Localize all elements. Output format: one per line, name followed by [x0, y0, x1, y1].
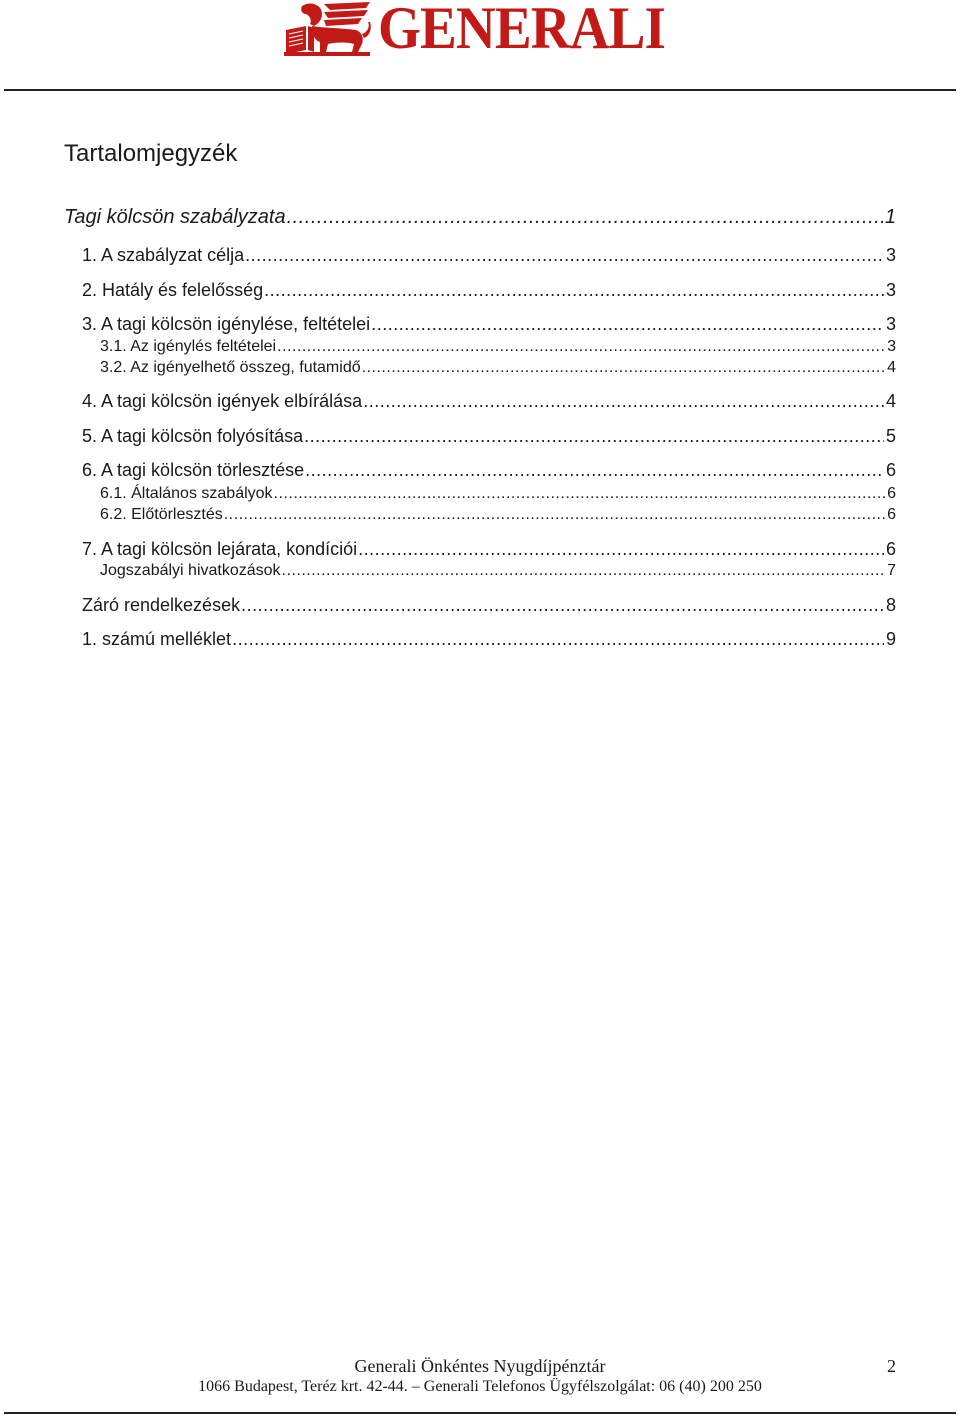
toc-entry-label: Záró rendelkezések — [82, 595, 241, 615]
generali-logo — [284, 0, 690, 61]
toc-entry[interactable] — [82, 280, 896, 301]
toc-leader — [282, 562, 886, 580]
toc-leader — [305, 460, 884, 481]
toc-entry[interactable] — [100, 359, 896, 377]
toc-entry[interactable] — [82, 539, 896, 560]
toc-entry-label: 5. A tagi kölcsön folyósítása — [82, 426, 304, 446]
footer-page-number: 2 — [887, 1356, 896, 1376]
toc-entry-label: 6.2. Előtörlesztés — [100, 506, 223, 523]
toc-leader — [371, 314, 884, 335]
page-header — [0, 0, 960, 92]
toc-entry-label: 7. A tagi kölcsön lejárata, kondíciói — [82, 539, 358, 559]
toc-entry[interactable] — [82, 314, 896, 335]
toc-entry-page: 9 — [885, 629, 896, 649]
toc-entry-page: 6 — [885, 539, 896, 559]
toc-entry-page: 3 — [885, 314, 896, 334]
toc-entry[interactable] — [100, 485, 896, 503]
toc-entry-label: 3. A tagi kölcsön igénylése, feltételei — [82, 314, 371, 334]
toc-entry[interactable] — [64, 206, 896, 229]
toc-entry[interactable] — [100, 506, 896, 524]
toc-leader — [304, 426, 884, 447]
logo-wordmark: GENERALI — [378, 0, 666, 61]
toc-leader — [241, 595, 884, 616]
toc-entry-page: 3 — [887, 338, 896, 355]
toc-entry-page: 3 — [885, 280, 896, 300]
toc-entry[interactable] — [100, 562, 896, 580]
toc-entry-label: 3.2. Az igényelhető összeg, futamidő — [100, 359, 361, 376]
toc-leader — [245, 245, 884, 266]
toc-leader — [264, 280, 884, 301]
toc-entry-label: 1. A szabályzat célja — [82, 245, 245, 265]
toc-entry-page: 3 — [885, 245, 896, 265]
toc-entry-page: 4 — [885, 391, 896, 411]
toc-entry-page: 6 — [885, 460, 896, 480]
toc-title: Tartalomjegyzék — [64, 140, 238, 167]
toc-leader — [363, 391, 884, 412]
toc-entry-page: 8 — [885, 595, 896, 615]
toc-entry-label: 3.1. Az igénylés feltételei — [100, 338, 277, 355]
footer-org-name: Generali Önkéntes Nyugdíjpénztár — [354, 1356, 606, 1376]
toc-entry[interactable] — [82, 426, 896, 447]
toc-entry-label: Tagi kölcsön szabályzata — [64, 206, 286, 228]
toc-leader — [232, 629, 884, 650]
toc-entry-page: 4 — [887, 359, 896, 376]
toc-leader — [358, 539, 884, 560]
toc-entry[interactable] — [82, 245, 896, 266]
toc-entry[interactable] — [82, 629, 896, 650]
toc-entry[interactable] — [82, 460, 896, 481]
toc-entry-page: 7 — [887, 562, 896, 579]
toc-entry-label: 6.1. Általános szabályok — [100, 485, 273, 502]
toc-entry-label: 6. A tagi kölcsön törlesztése — [82, 460, 305, 480]
toc-entry-label: Jogszabályi hivatkozások — [100, 562, 281, 579]
toc-entry[interactable] — [82, 595, 896, 616]
toc-leader — [287, 206, 883, 229]
toc-entry-page: 1 — [884, 206, 896, 228]
toc-entry[interactable] — [100, 338, 896, 356]
footer-address: 1066 Budapest, Teréz krt. 42-44. – Generali Telefonos Ügyfélszolgálat: 06 (40) 200 250 — [198, 1378, 762, 1395]
toc-entry-label: 2. Hatály és felelősség — [82, 280, 264, 300]
header-divider — [4, 89, 956, 91]
toc-leader — [274, 485, 886, 503]
footer-divider — [4, 1412, 956, 1414]
toc-entry-label: 1. számú melléklet — [82, 629, 232, 649]
toc-entry-page: 5 — [885, 426, 896, 446]
toc-entry-label: 4. A tagi kölcsön igények elbírálása — [82, 391, 363, 411]
toc-leader — [362, 359, 885, 377]
toc-leader — [224, 506, 885, 524]
toc-entry[interactable] — [82, 391, 896, 412]
winged-lion-icon — [284, 0, 372, 56]
toc-entry-page: 6 — [887, 485, 896, 502]
toc-entry-page: 6 — [887, 506, 896, 523]
toc-leader — [277, 338, 885, 356]
